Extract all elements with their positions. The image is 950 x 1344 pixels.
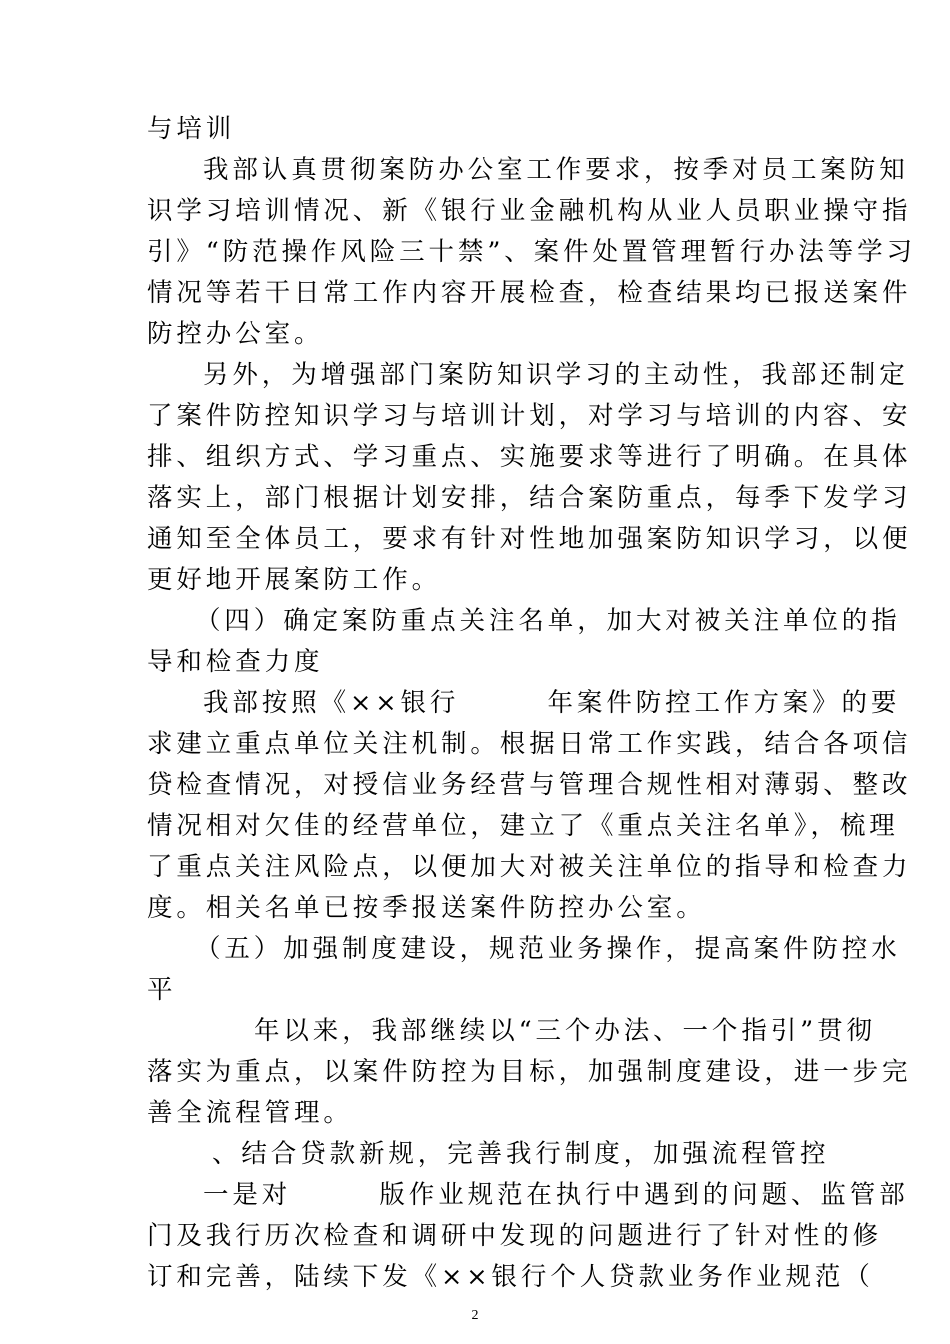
section-heading-4: （四）确定案防重点关注名单，加大对被关注单位的指	[195, 606, 901, 636]
text-line: 另外，为增强部门案防知识学习的主动性，我部还制定	[203, 360, 909, 390]
subsection-heading: 、结合贷款新规，完善我行制度，加强流程管控	[212, 1139, 830, 1169]
text-line: 一是对 版作业规范在执行中遇到的问题、监管部	[203, 1180, 909, 1210]
text-line: 更好地开展案防工作。	[147, 565, 442, 595]
section-heading-5: （五）加强制度建设，规范业务操作，提高案件防控水	[195, 934, 901, 964]
section-heading-4-cont: 导和检查力度	[147, 647, 324, 677]
text-line: 与培训	[147, 114, 236, 144]
text-line: 情况相对欠佳的经营单位，建立了《重点关注名单》，梳理	[147, 811, 899, 841]
text-line: 通知至全体员工，要求有针对性地加强案防知识学习，以便	[147, 524, 912, 554]
text-line: 防控办公室。	[147, 319, 324, 349]
text-line: 门及我行历次检查和调研中发现的问题进行了针对性的修	[147, 1221, 883, 1251]
text-line: 订和完善，陆续下发《××银行个人贷款业务作业规范（	[147, 1262, 874, 1292]
text-line: 善全流程管理。	[147, 1098, 353, 1128]
text-line: 贷检查情况，对授信业务经营与管理合规性相对薄弱、整改	[147, 770, 912, 800]
text-line: 落实上，部门根据计划安排，结合案防重点，每季下发学习	[147, 483, 912, 513]
text-line: 识学习培训情况、新《银行业金融机构从业人员职业操守指	[147, 196, 912, 226]
text-line: 情况等若干日常工作内容开展检查，检查结果均已报送案件	[147, 278, 912, 308]
text-line: 排、组织方式、学习重点、实施要求等进行了明确。在具体	[147, 442, 912, 472]
text-line: 我部认真贯彻案防办公室工作要求，按季对员工案防知	[203, 155, 909, 185]
text-line: 求建立重点单位关注机制。根据日常工作实践，结合各项信	[147, 729, 912, 759]
text-line: 度。相关名单已按季报送案件防控办公室。	[147, 893, 706, 923]
text-line: 我部按照《××银行 年案件防控工作方案》的要	[203, 688, 901, 718]
text-line: 年以来，我部继续以“三个办法、一个指引”贯彻	[254, 1016, 876, 1046]
section-heading-5-cont: 平	[147, 975, 177, 1005]
text-line: 落实为重点，以案件防控为目标，加强制度建设，进一步完	[147, 1057, 912, 1087]
page-number: 2	[471, 1308, 479, 1323]
text-line: 引》“防范操作风险三十禁”、案件处置管理暂行办法等学习	[147, 237, 916, 267]
text-line: 了案件防控知识学习与培训计划，对学习与培训的内容、安	[147, 401, 912, 431]
text-line: 了重点关注风险点，以便加大对被关注单位的指导和检查力	[147, 852, 912, 882]
